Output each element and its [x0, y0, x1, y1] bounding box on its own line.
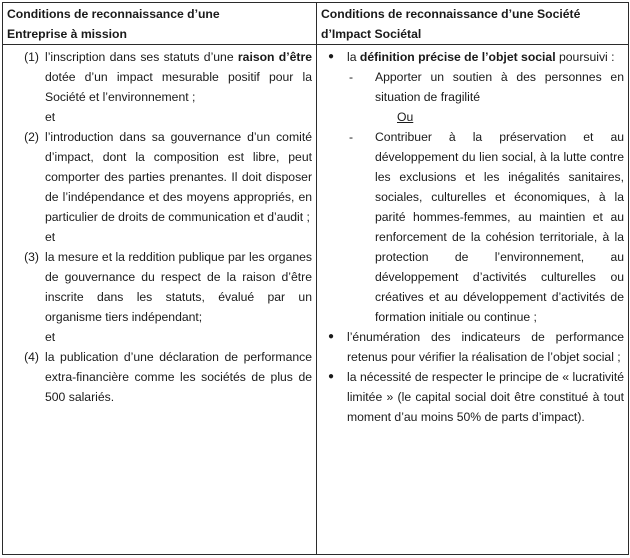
list-item — [13, 127, 312, 227]
bullet-text — [341, 47, 624, 67]
bold-segment: raison d’être — [237, 50, 312, 64]
conjunction-et: et — [45, 230, 56, 244]
right-cell — [317, 45, 629, 555]
list-marker: (3) — [24, 250, 39, 264]
list-item-text — [45, 47, 312, 107]
bullet-text: la nécessité de respecter le principe de « lucrativité limitée » (le capital social doit être constitué à tout moment d’au moins 50% de parts d’impact). — [347, 370, 624, 424]
header-right — [317, 3, 629, 45]
conjunction-et: et — [45, 330, 56, 344]
header-row — [3, 3, 629, 45]
bullet-item — [321, 327, 624, 367]
bullet-text: l’énumération des indicateurs de performance retenus pour vérifier la réalisation de l’objet social ; — [347, 330, 624, 364]
conjunction-et: et — [45, 110, 56, 124]
dash-icon: - — [349, 130, 354, 144]
dash-text: Apporter un soutien à des personnes en situation de fragilité — [375, 70, 624, 104]
list-item — [13, 347, 312, 407]
dash-item — [321, 127, 624, 327]
text-segment: la — [347, 50, 360, 64]
dash-icon: - — [349, 70, 354, 84]
text-segment: poursuivi : — [555, 50, 615, 64]
conjunction-ou: Ou — [397, 110, 414, 124]
bold-segment: définition précise de l’objet social — [359, 50, 556, 64]
text-segment: l’inscription dans ses statuts d’une — [45, 50, 238, 64]
header-left — [3, 3, 317, 45]
list-marker: (1) — [24, 50, 39, 64]
header-left-line1: Conditions de reconnaissance d’une — [7, 7, 220, 21]
bullet-icon: ● — [327, 371, 335, 382]
list-item-text: la mesure et la reddition publique par les organes de gouvernance du respect de la raison d’être inscrite dans les statuts, évalué par un organisme tiers indépendant; — [45, 250, 312, 324]
bullet-icon: ● — [327, 51, 335, 62]
header-right-line2: d’Impact Sociétal — [321, 27, 422, 41]
bullet-item — [321, 47, 624, 67]
dash-item — [321, 67, 624, 107]
list-item-text: l’introduction dans sa gouvernance d’un comité d’impact, dont la composition est libre, peut comporter des parties prenantes. Il doit disposer de l’indépendance et des moyens appropriés, en particulier de droits de communication et d’audit ; — [45, 130, 312, 224]
header-left-line2: Entreprise à mission — [7, 27, 127, 41]
comparison-table — [2, 2, 629, 555]
bullet-icon: ● — [327, 331, 335, 342]
list-item-text: la publication d’une déclaration de performance extra-financière comme les sociétés de plus de 500 salariés. — [45, 350, 312, 404]
dash-text: Contribuer à la préservation et au développement du lien social, à la lutte contre les exclusions et les inégalités sanitaires, sociales, culturelles et économiques, à la parité hommes-femmes, au maintien et au renforcement de la cohésion territoriale, à la protection de l’environnement, au développement d’activités culturelles ou créatives et au développement d’activités de formation initiale ou continue ; — [375, 130, 624, 324]
list-marker: (4) — [24, 350, 39, 364]
left-cell — [3, 45, 317, 555]
list-item — [13, 47, 312, 107]
text-segment: dotée d’un impact mesurable positif pour la Société et l’environnement ; — [45, 70, 312, 104]
body-row — [3, 45, 629, 555]
list-marker: (2) — [24, 130, 39, 144]
bullet-item — [321, 367, 624, 427]
mission-conditions-list — [7, 47, 312, 407]
header-right-line1: Conditions de reconnaissance d’une Société — [321, 7, 581, 21]
list-item — [13, 247, 312, 327]
